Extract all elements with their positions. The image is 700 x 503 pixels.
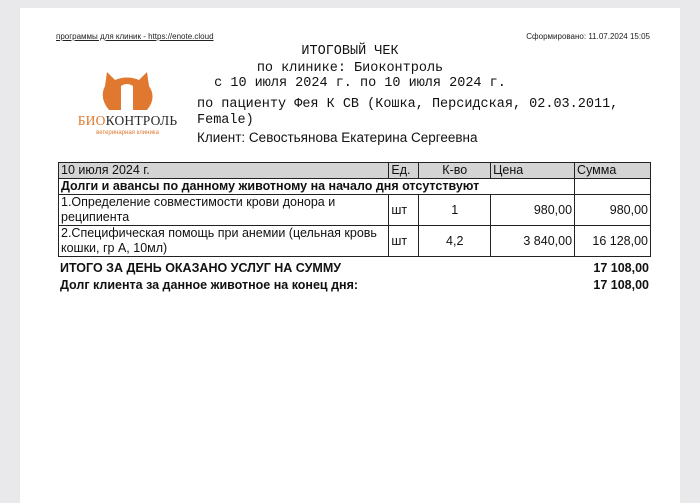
header-price: Цена — [491, 163, 575, 179]
cat-silhouette-icon — [75, 68, 180, 113]
debt-row-empty — [575, 179, 651, 195]
debt-row — [59, 179, 651, 195]
service-unit: шт — [389, 195, 419, 226]
debt-row-text: Долги и авансы по данному животному на начало дня отсутствуют — [59, 179, 575, 195]
period-line: с 10 июля 2024 г. по 10 июля 2024 г. — [214, 76, 506, 91]
logo-subtitle: ветеринарная клиника — [96, 130, 159, 136]
service-name: 2.Специфическая помощь при анемии (цельная кровь кошки, гр А, 10мл) — [59, 226, 389, 257]
debt-total-label: Долг клиента за данное животное на конец дня: — [60, 278, 359, 292]
debt-total-value: 17 108,00 — [593, 278, 649, 292]
patient-line-2: Female) — [197, 113, 254, 128]
logo-name-part1: БИО — [77, 113, 106, 128]
service-price: 980,00 — [491, 195, 575, 226]
service-qty: 4,2 — [419, 226, 491, 257]
patient-line-1: по пациенту Фея К СВ (Кошка, Персидская, 02.03.2011, — [197, 97, 619, 112]
table-header-row — [59, 163, 651, 179]
day-total-value: 17 108,00 — [593, 261, 649, 275]
receipt-sheet — [20, 8, 680, 503]
services-table — [58, 162, 651, 257]
logo-name — [75, 113, 180, 129]
logo-name-part2: КОНТРОЛЬ — [105, 113, 178, 128]
service-price: 3 840,00 — [491, 226, 575, 257]
clinic-line: по клинике: Биоконтроль — [256, 61, 444, 76]
header-qty: К-во — [419, 163, 491, 179]
service-unit: шт — [389, 226, 419, 257]
table-row — [59, 226, 651, 257]
header-sum: Сумма — [575, 163, 651, 179]
client-name: Клиент: Севостьянова Екатерина Сергеевна — [197, 130, 478, 145]
service-qty: 1 — [419, 195, 491, 226]
service-sum: 980,00 — [575, 195, 651, 226]
header-date: 10 июля 2024 г. — [59, 163, 389, 179]
generated-timestamp: Сформировано: 11.07.2024 15:05 — [526, 32, 650, 41]
receipt-title: ИТОГОВЫЙ ЧЕК — [301, 44, 399, 59]
table-row — [59, 195, 651, 226]
service-name: 1.Определение совместимости крови донора и реципиента — [59, 195, 389, 226]
day-total-label: ИТОГО ЗА ДЕНЬ ОКАЗАНО УСЛУГ НА СУММУ — [60, 261, 342, 275]
clinic-logo — [75, 68, 180, 148]
service-sum: 16 128,00 — [575, 226, 651, 257]
enote-link[interactable]: программы для клиник - https://enote.cloud — [56, 32, 214, 41]
header-unit: Ед. — [389, 163, 419, 179]
